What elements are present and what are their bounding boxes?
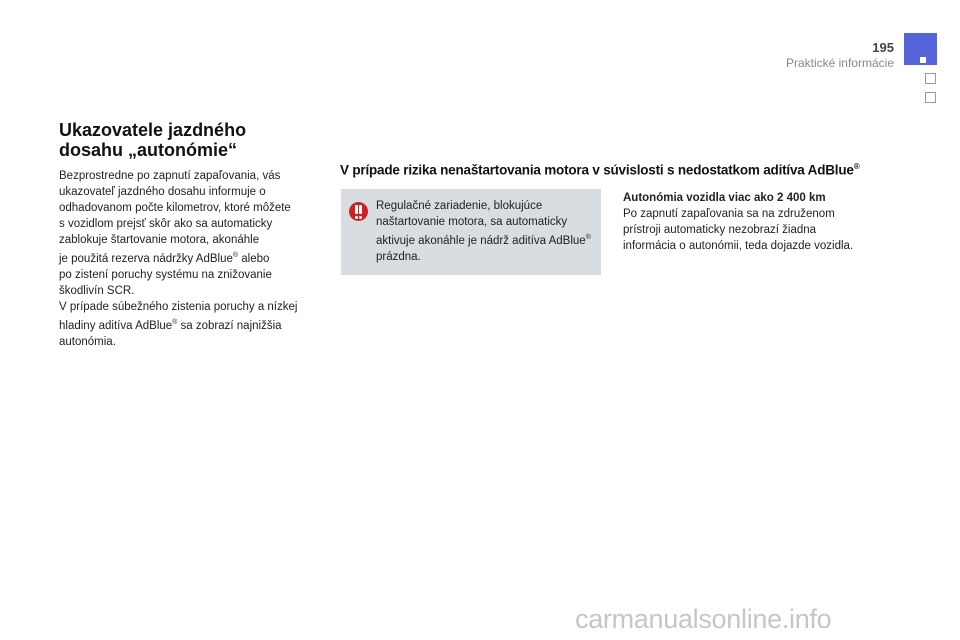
registered-mark: ® — [585, 234, 591, 241]
body-text: sa zobrazí najnižšia autonómia. — [59, 319, 282, 348]
section-heading — [340, 162, 900, 178]
warning-box — [341, 189, 601, 275]
section-tab[interactable] — [925, 92, 936, 103]
registered-mark: ® — [232, 252, 239, 259]
tab-marker-icon — [920, 57, 926, 63]
body-paragraph: Po zapnutí zapaľovania sa na združenom prístroji automaticky nezobrazí žiadna informácia o autonómii, teda dojazde vozidla. — [623, 208, 854, 252]
section-tab-active[interactable] — [904, 33, 937, 65]
warning-text-part: prázdna. — [376, 250, 421, 263]
right-column — [623, 190, 903, 254]
section-title: Ukazovatele jazdného dosahu „autonómie“ — [59, 120, 247, 160]
registered-mark: ® — [853, 162, 860, 171]
heading-text: V prípade rizika nenaštartovania motora v súvislosti s nedostatkom aditíva AdBlue — [340, 162, 854, 178]
body-text: Bezprostredne po zapnutí zapaľovania, vás ukazovateľ jazdného dosahu informuje o odhadovanom počte kilometrov, ktoré môžete s vozidlom prejsť skôr ako sa automaticky zablokuje štartovanie motora, akonáhle je použitá rezerva nádržky AdBlue — [59, 170, 291, 265]
warning-icon — [349, 202, 368, 221]
left-column — [59, 120, 319, 350]
body-text: alebo po zistení poruchy systému na znižovanie škodlivín SCR. V prípade súbežného zistenia poruchy a nízkej hladiny aditíva AdBlue — [59, 252, 298, 332]
page-number: 195 — [872, 40, 894, 55]
registered-mark: ® — [172, 318, 178, 326]
section-tab[interactable] — [925, 73, 936, 84]
warning-text — [376, 198, 596, 265]
warning-text-part: Regulačné zariadenie, blokujúce naštartovanie motora, sa automaticky aktivuje akonáhle je nádrž aditíva AdBlue — [376, 200, 586, 247]
section-label: Praktické informácie — [785, 56, 894, 70]
body-paragraph — [59, 168, 319, 350]
subsection-title: Autonómia vozidla viac ako 2 400 km — [623, 192, 826, 204]
watermark: carmanualsonline.info — [575, 604, 832, 634]
